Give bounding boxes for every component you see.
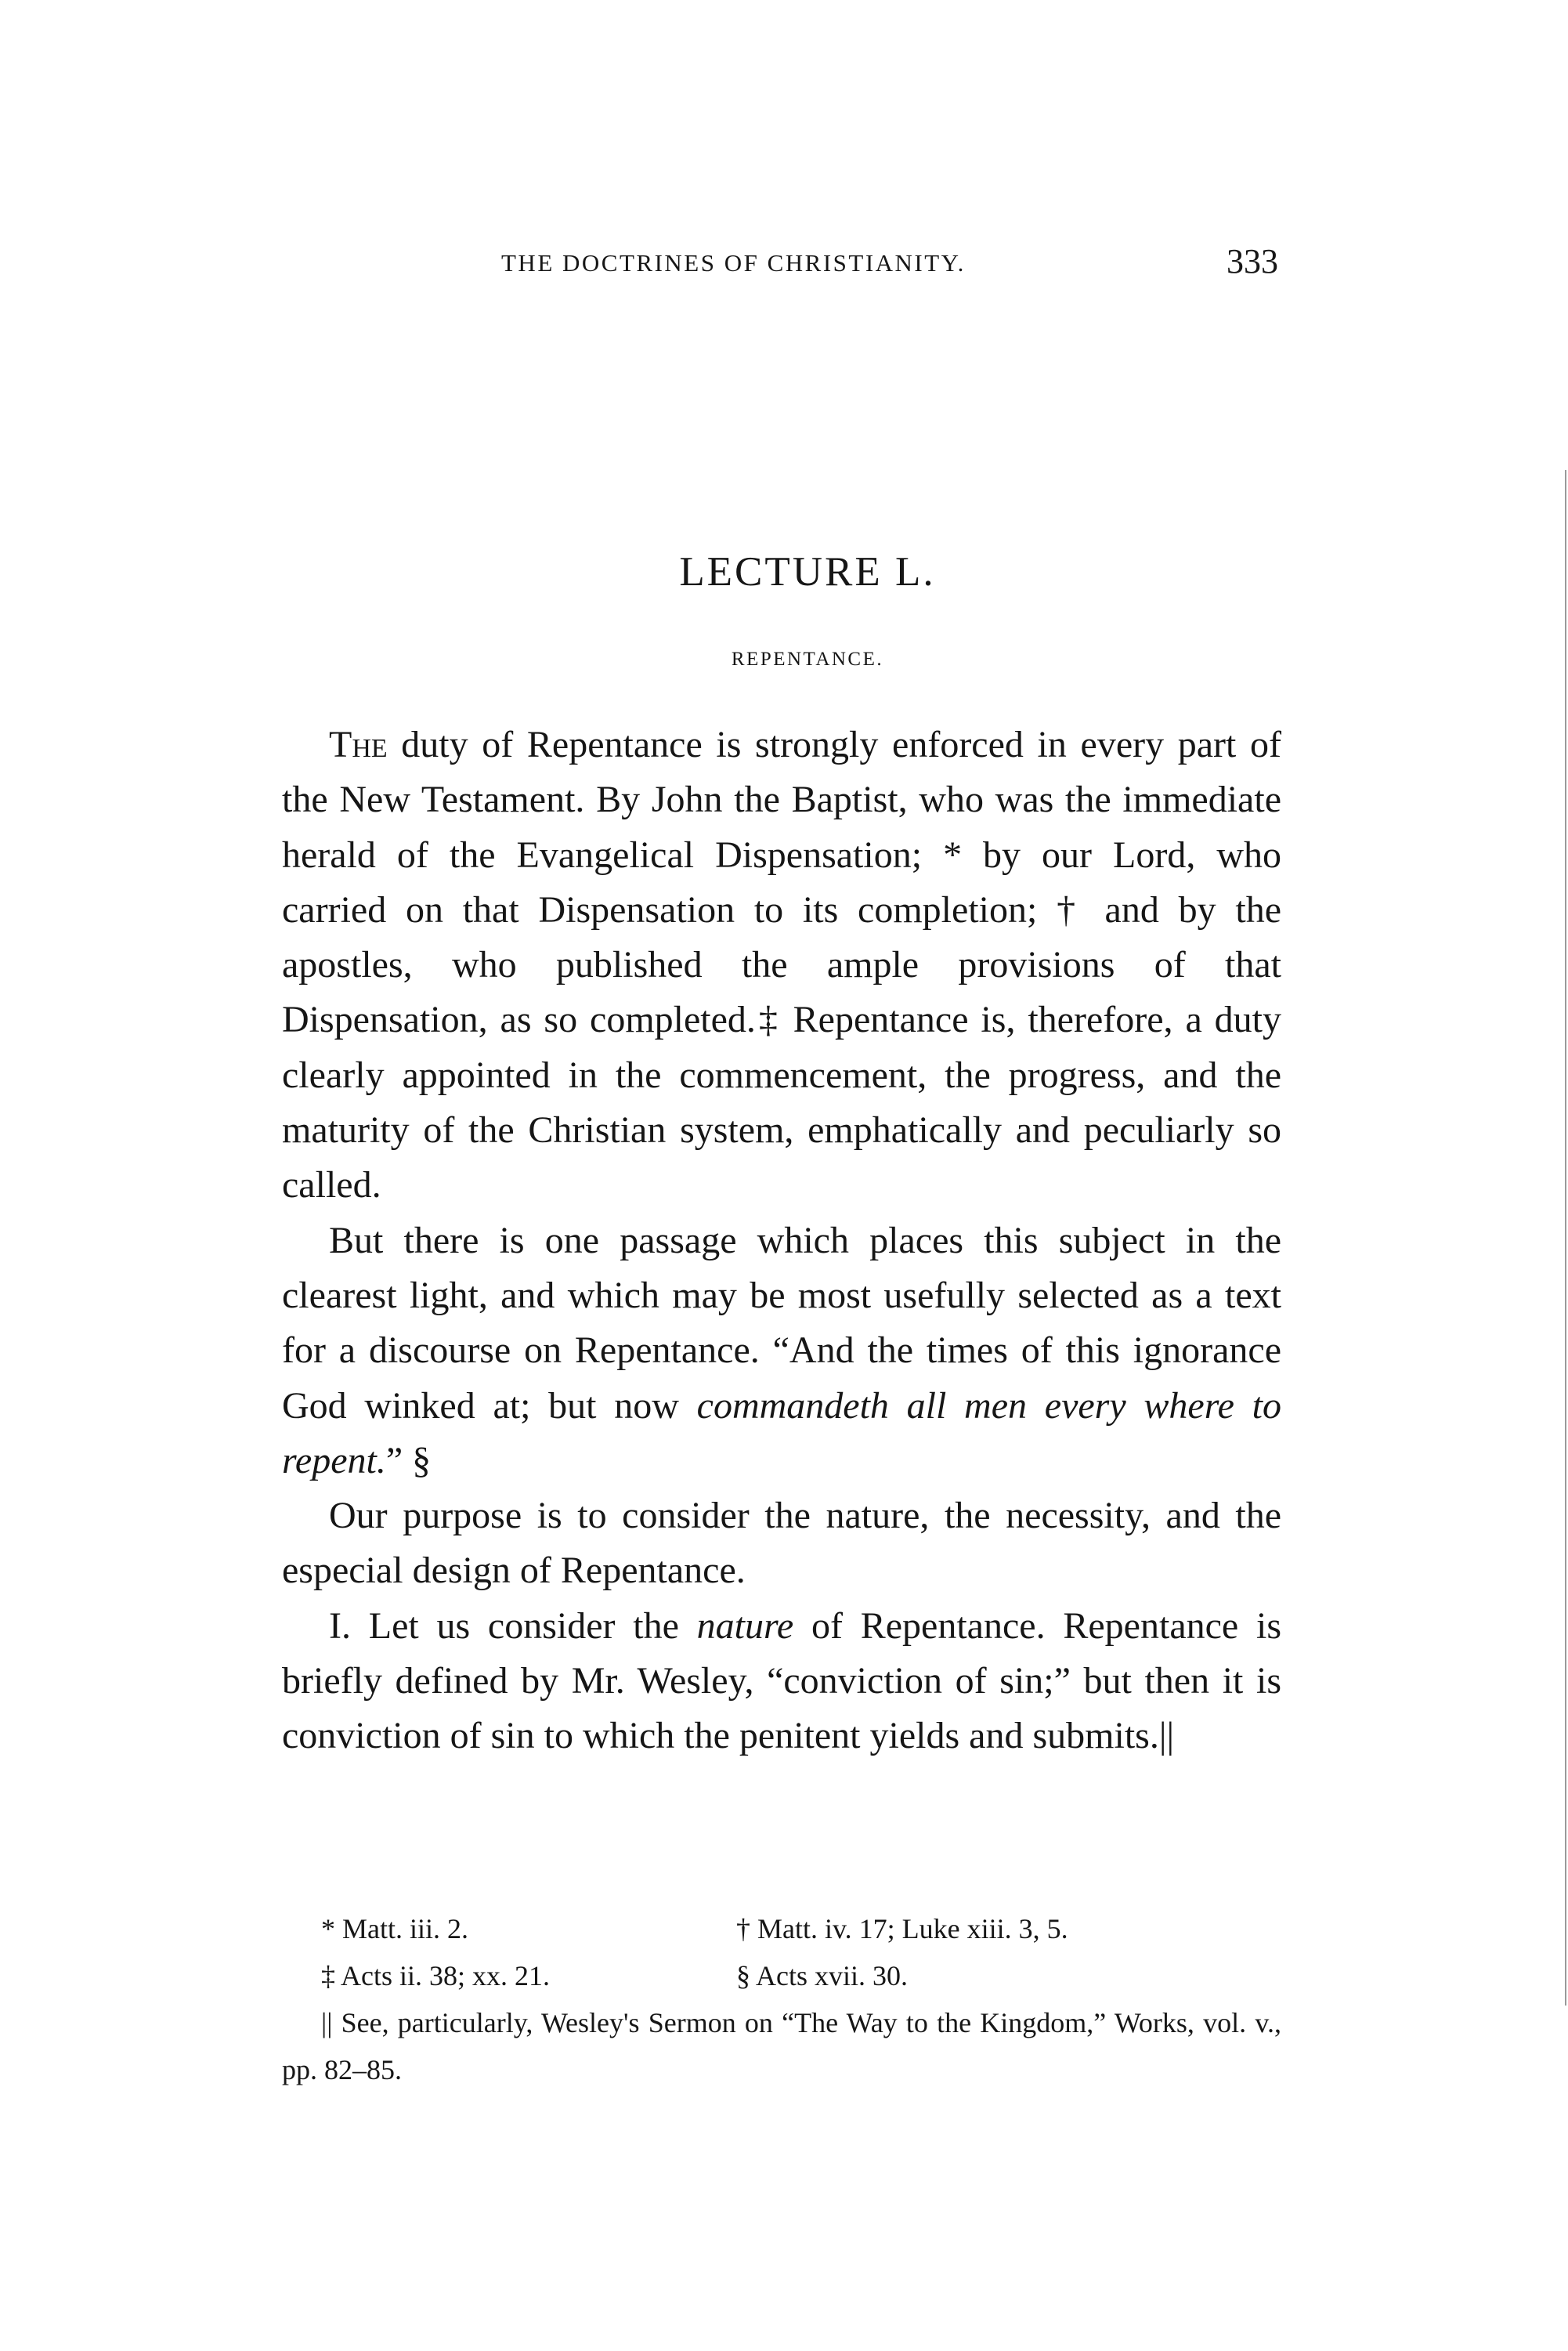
- footnote-row-1: [282, 1905, 1281, 1952]
- paragraph-4-text-a: I. Let us consider the: [329, 1604, 697, 1647]
- paragraph-1-text-d: Repentance is, therefore, a duty clearly appointed in the commencement, the progress, and the maturity of the Christian system, emphatically and peculiarly so called.: [282, 999, 1281, 1206]
- paragraph-2-text-a: But there is one passage which places this subject in the clearest light, and which may be most usefully selected as a text for a discourse on Repentance. “And the times of this ignorance God winked at; but now: [282, 1219, 1281, 1427]
- footnote-section: § Acts xvii. 30.: [736, 1960, 909, 1991]
- drop-lead-word: The: [329, 724, 388, 765]
- paragraph-1: [282, 718, 1281, 1213]
- scan-edge-line: [1565, 470, 1566, 2006]
- footnotes: [282, 1905, 1281, 2093]
- footnote-dagger: † Matt. iv. 17; Luke xiii. 3, 5.: [736, 1913, 1068, 1944]
- footnote-ref-section: §: [412, 1439, 432, 1481]
- footnote-row-2: [282, 1952, 1281, 1999]
- paragraph-2: [282, 1213, 1281, 1488]
- paragraph-1-text-c: and by the apostles, who published the ample provisions of that Dispensation, as so completed.: [282, 888, 1282, 1041]
- paragraph-3: Our purpose is to consider the nature, the necessity, and the especial design of Repentance.: [282, 1495, 1281, 1592]
- subject-heading: REPENTANCE.: [731, 649, 884, 670]
- paragraph-1-text-b: by our Lord, who carried on that Dispensation to its completion;: [282, 834, 1282, 931]
- footnote-star: * Matt. iii. 2.: [321, 1913, 468, 1944]
- footnote-parallel: || See, particularly, Wesley's Sermon on “The Way to the Kingdom,” Works, vol. v., pp. 82–85.: [282, 2007, 1281, 2085]
- body-text: [282, 718, 1281, 1764]
- paragraph-4-italic: nature: [696, 1604, 794, 1647]
- lecture-title: LECTURE L.: [679, 549, 936, 595]
- paragraph-2-text-b: ”: [385, 1439, 413, 1481]
- paragraph-4-text-b: of Repentance. Repentance is briefly defined by Mr. Wesley, “conviction of sin;” but then it is conviction of sin to which the penitent yields and submits.: [282, 1604, 1282, 1757]
- paragraph-2-italic: commandeth all men every where to repent.: [282, 1384, 1282, 1481]
- paragraph-4: [282, 1599, 1281, 1764]
- running-head: THE DOCTRINES OF CHRISTIANITY.: [501, 249, 966, 277]
- footnote-ref-star: *: [943, 834, 963, 876]
- footnote-double-dagger: ‡ Acts ii. 38; xx. 21.: [321, 1960, 551, 1991]
- paragraph-1-text-a: duty of Repentance is strongly enforced in every part of the New Testament. By John the Baptist, who was the immediate herald of the Evangelical Dispensation;: [282, 724, 1281, 876]
- page-number: 333: [1227, 242, 1278, 280]
- footnote-ref-dagger: †: [1057, 888, 1086, 931]
- footnote-ref-parallel: ||: [1158, 1715, 1175, 1757]
- footnote-ref-double-dagger: ‡: [755, 999, 781, 1041]
